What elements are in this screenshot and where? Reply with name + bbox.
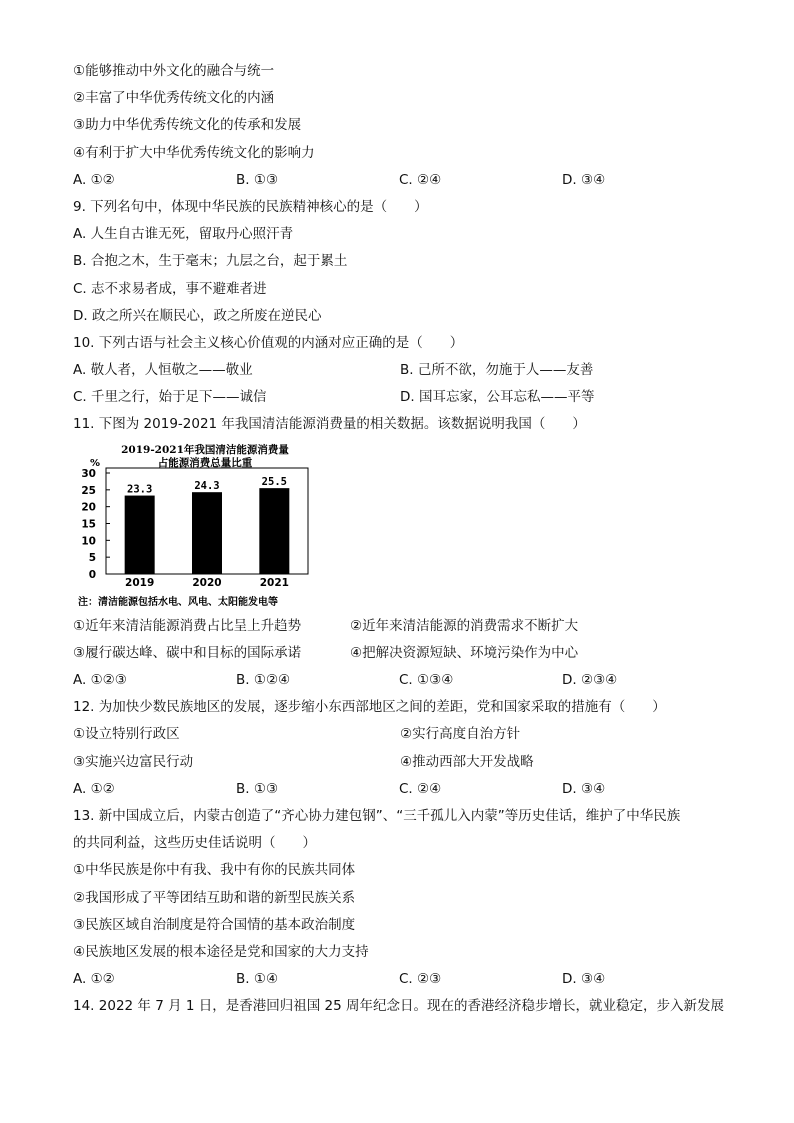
data-label: 25.5 [261, 475, 287, 488]
q11-options [73, 667, 733, 694]
q8-option-c[interactable]: C. ②④ [399, 171, 442, 188]
chart-subtitle: 占能源消费总量比重 [157, 456, 253, 469]
q8-item-3: ③助力中华优秀传统文化的传承和发展 [73, 117, 302, 134]
q12-item-4: ④推动西部大开发战略 [400, 753, 534, 770]
q9-option-c[interactable]: C. 志不求易者成，事不避难者进 [73, 280, 267, 297]
q8-item-4: ④有利于扩大中华优秀传统文化的影响力 [73, 144, 315, 161]
q13-stem-line-1: 13. 新中国成立后，内蒙古创造了“齐心协力建包钢”、“三千孤儿入内蒙”等历史佳话，维护了中华民族 [73, 807, 681, 824]
q8-option-d[interactable]: D. ③④ [562, 171, 606, 188]
q11-option-d[interactable]: D. ②③④ [562, 672, 618, 688]
bar [192, 492, 222, 574]
chart-title: 2019-2021年我国清洁能源消费量 [121, 443, 289, 456]
chart-note: 注：清洁能源包括水电、风电、太阳能发电等 [78, 596, 278, 608]
y-tick-label: 20 [81, 501, 96, 514]
q11-items-row-1 [73, 613, 733, 640]
y-tick-label: 25 [81, 484, 96, 497]
chart-svg [73, 441, 373, 609]
q8-item-2: ②丰富了中华优秀传统文化的内涵 [73, 90, 275, 107]
q13-item-1: ①中华民族是你中有我、我中有你的民族共同体 [73, 862, 356, 879]
q13-option-a[interactable]: A. ①② [73, 971, 115, 988]
q13-item-2: ②我国形成了平等团结互助和谐的新型民族关系 [73, 889, 356, 906]
q13-item-4: ④民族地区发展的根本途径是党和国家的大力支持 [73, 943, 369, 960]
y-tick-label: 5 [88, 551, 96, 564]
chart-y-unit: % [89, 457, 101, 469]
q13-option-b[interactable]: B. ①④ [236, 971, 279, 988]
data-label: 24.3 [194, 479, 220, 492]
q13-option-d[interactable]: D. ③④ [562, 971, 606, 988]
q11-stem: 11. 下图为 2019-2021 年我国清洁能源消费量的相关数据。该数据说明我国（ ） [73, 416, 586, 433]
y-tick-label: 30 [81, 467, 96, 480]
q12-option-b[interactable]: B. ①③ [236, 780, 279, 797]
q10-stem: 10. 下列古语与社会主义核心价值观的内涵对应正确的是（ ） [73, 334, 464, 351]
q12-option-d[interactable]: D. ③④ [562, 780, 606, 797]
bar [259, 488, 289, 574]
q8-option-a[interactable]: A. ①② [73, 171, 115, 188]
q10-option-a[interactable]: A. 敬人者，人恒敬之——敬业 [73, 362, 253, 379]
q11-item-2: ②近年来清洁能源的消费需求不断扩大 [350, 617, 579, 634]
q12-items-row-2 [73, 749, 733, 776]
q11-option-b[interactable]: B. ①②④ [236, 672, 291, 688]
y-tick-label: 15 [81, 518, 96, 531]
q12-stem: 12. 为加快少数民族地区的发展，逐步缩小东西部地区之间的差距，党和国家采取的措施有（ ） [73, 699, 666, 716]
q13-options [73, 966, 733, 993]
bar [125, 495, 155, 573]
x-tick-label: 2020 [192, 576, 222, 589]
q8-options [73, 167, 733, 194]
clean-energy-chart [73, 441, 373, 609]
data-label: 23.3 [127, 483, 153, 496]
q11-items-row-2 [73, 640, 733, 667]
q12-options [73, 776, 733, 803]
q12-item-2: ②实行高度自治方针 [400, 726, 521, 743]
exam-page [73, 58, 733, 1020]
q12-items-row-1 [73, 721, 733, 748]
q10-options-row-1 [73, 357, 733, 384]
y-tick-label: 10 [81, 534, 96, 547]
x-tick-label: 2019 [125, 576, 155, 589]
q13-stem-line-2: 的共同利益，这些历史佳话说明（ ） [73, 835, 316, 852]
q9-option-d[interactable]: D. 政之所兴在顺民心，政之所废在逆民心 [73, 307, 322, 324]
q12-option-a[interactable]: A. ①② [73, 780, 115, 797]
x-tick-label: 2021 [259, 576, 289, 589]
q9-option-b[interactable]: B. 合抱之木，生于毫末；九层之台，起于累土 [73, 253, 348, 270]
q9-stem: 9. 下列名句中，体现中华民族的民族精神核心的是（ ） [73, 198, 428, 215]
q11-item-4: ④把解决资源短缺、环境污染作为中心 [350, 644, 579, 661]
q9-option-a[interactable]: A. 人生自古谁无死，留取丹心照汗青 [73, 226, 294, 243]
q8-item-1: ①能够推动中外文化的融合与统一 [73, 63, 275, 79]
y-tick-label: 0 [88, 568, 96, 581]
q10-option-b[interactable]: B. 己所不欲，勿施于人——友善 [400, 362, 594, 379]
q8-option-b[interactable]: B. ①③ [236, 171, 279, 188]
q12-item-1: ①设立特别行政区 [73, 726, 180, 743]
q12-option-c[interactable]: C. ②④ [399, 780, 442, 797]
q11-option-a[interactable]: A. ①②③ [73, 672, 127, 688]
q10-option-c[interactable]: C. 千里之行，始于足下——诚信 [73, 389, 267, 406]
q11-option-c[interactable]: C. ①③④ [399, 672, 454, 688]
q13-option-c[interactable]: C. ②③ [399, 971, 442, 988]
q13-item-3: ③民族区域自治制度是符合国情的基本政治制度 [73, 916, 356, 933]
q10-options-row-2 [73, 384, 733, 411]
q14-stem: 14. 2022 年 7 月 1 日，是香港回归祖国 25 周年纪念日。现在的香港经济稳步增长，就业稳定，步入新发展 [73, 998, 725, 1015]
q11-item-3: ③履行碳达峰、碳中和目标的国际承诺 [73, 644, 302, 661]
q12-item-3: ③实施兴边富民行动 [73, 753, 194, 770]
q11-item-1: ①近年来清洁能源消费占比呈上升趋势 [73, 617, 302, 634]
q10-option-d[interactable]: D. 国耳忘家，公耳忘私——平等 [400, 389, 595, 406]
